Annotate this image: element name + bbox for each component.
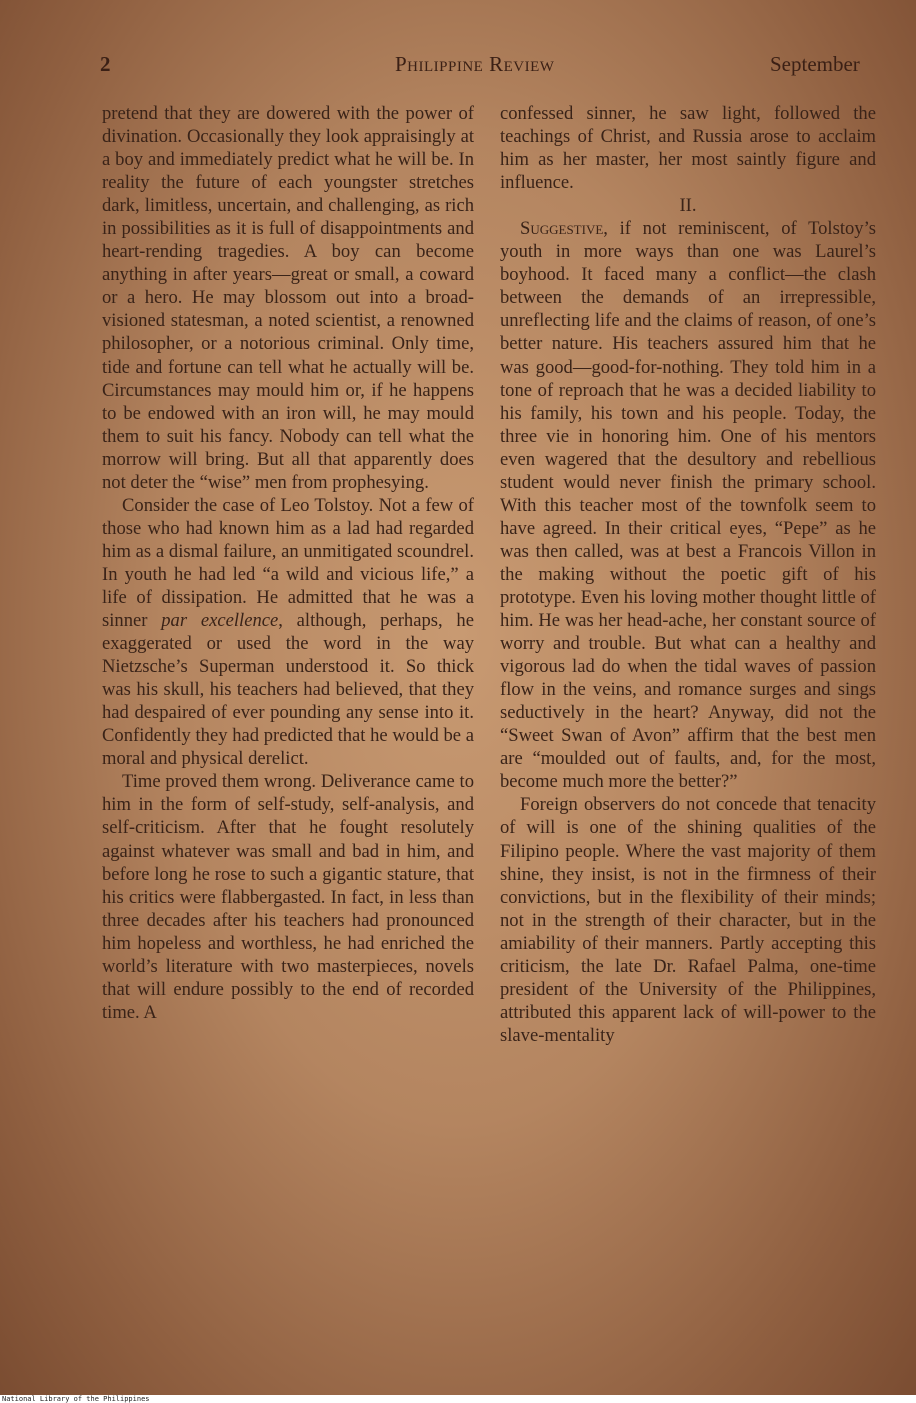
- paragraph-text: , although, perhaps, he exaggerated or used the word in the way Nietzsche’s Superman understood it. So thick was his skull, his teachers had believed, that they had despaired of ever pounding any sense into it. Confidently they had predicted that he would be a moral and physical derelict.: [102, 610, 474, 770]
- publication-title: Philippine Review: [395, 52, 555, 76]
- italic-phrase: par excellence: [161, 610, 279, 632]
- left-column: [102, 102, 474, 1024]
- paragraph: [500, 217, 876, 793]
- issue-month: September: [770, 52, 860, 76]
- scan-credit: National Library of the Philippines: [2, 1395, 916, 1403]
- page-number: 2: [100, 52, 111, 76]
- section-number: II.: [679, 195, 697, 217]
- paragraph: Foreign observers do not concede that tenacity of will is one of the shining qualities of the Filipino people. Where the vast majority of them shine, they insist, is not in the firmness of their convictions, but in the flexibility of their minds; not in the strength of their character, but in the amiability of their manners. Partly accepting this criticism, the late Dr. Rafael Palma, one-time president of the University of the Philippines, attributed this apparent lack of will-power to the slave-mentality: [500, 794, 876, 1046]
- paragraph-text: Consider the case of Leo Tolstoy. Not a few of those who had known him as a lad had regarded him as a dismal failure, an unmitigated scoundrel. In youth he had led “a wild and vicious life,” a life of dissipation. He admitted that he was a sinner: [102, 494, 474, 632]
- paragraph: [102, 494, 474, 771]
- paragraph: confessed sinner, he saw light, followed the teachings of Christ, and Russia arose to acclaim him as her master, her most saintly figure and influence.: [500, 103, 876, 194]
- paragraph: pretend that they are dowered with the power of divination. Occasionally they look appraisingly at a boy and immediately predict what he will be. In reality the future of each youngster stretches dark, limitless, uncertain, and challenging, as rich in possibilities as it is full of disappointments and heart-rending tragedies. A boy can become anything in after years—great or small, a coward or a hero. He may blossom out into a broad-visioned statesman, a noted scientist, a renowned philosopher, or a notorious criminal. Only time, tide and fortune can tell what he actually will be. Circumstances may mould him or, if he happens to be endowed with an iron will, he may mould them to suit his fancy. Nobody can tell what the morrow will bring. But all that apparently does not deter the “wise” men from prophesying.: [102, 103, 474, 493]
- paragraph-text: if not reminiscent, of Tolstoy’s youth in more ways than one was Laurel’s boyhood. It faced many a conflict—the clash between the demands of an irrepressible, unreflecting life and the claims of reason, of one’s better nature. His teachers assured him that he was good—good-for-nothing. They told him in a tone of reproach that he was a decided liability to his family, his town and his people. Today, the three vie in honoring him. One of his mentors even wagered that the desultory and rebellious student would never finish the primary school. With this teacher most of the townfolk seem to have agreed. In their critical eyes, “Pepe” as he was then called, was at best a Francois Villon in the making without the poetic gift of his prototype. Even his loving mother thought little of him. He was her head-ache, her constant source of worry and trouble. But what can a healthy and vigorous lad do when the tidal waves of passion flow in the veins, and romance surges and sings seductively in the heart? Anyway, did not the “Sweet Swan of Avon” affirm that the best men are “moulded out of faults, and, for the most, become much more the better?”: [500, 218, 876, 793]
- paragraph: Time proved them wrong. Deliverance came to him in the form of self-study, self-analysis, and self-criticism. After that he fought resolutely against whatever was small and bad in him, and before long he rose to such a gigantic stature, that his critics were flabbergasted. In fact, in less than three decades after his teachers had pronounced him hopeless and worthless, he had enriched the world’s literature with two masterpieces, novels that will endure possibly to the end of recorded time. A: [102, 771, 474, 1023]
- right-column: [500, 102, 876, 1047]
- page-header: [0, 50, 916, 80]
- lead-word: Suggestive,: [520, 218, 608, 240]
